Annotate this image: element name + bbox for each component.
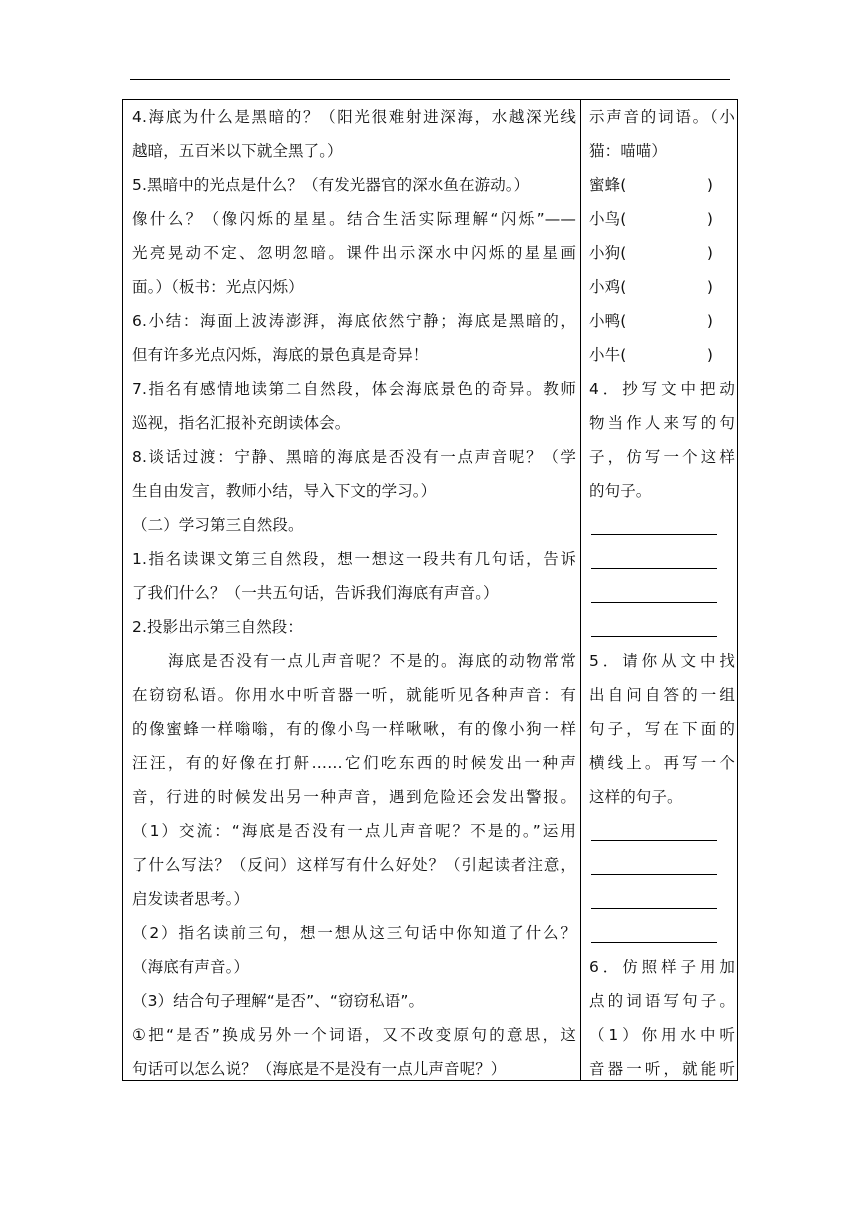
animal-name: 蜜蜂( xyxy=(589,176,627,194)
text-line: 句话可以怎么说？（海底是不是没有一点儿声音呢？） xyxy=(132,1060,507,1078)
exercise-5-line: 句子，写在下面的 xyxy=(589,720,735,738)
closing-paren: ) xyxy=(706,210,713,228)
exercise-5-line: 出自问自答的一组 xyxy=(589,686,735,704)
text-line: 生自由发言，教师小结，导入下文的学习。） xyxy=(132,482,437,500)
answer-blank-line[interactable] xyxy=(589,916,735,950)
text-line: 但有许多光点闪烁，海底的景色真是奇异！ xyxy=(132,346,429,364)
text-line: 像什么？（像闪烁的星星。结合生活实际理解“闪烁”—— xyxy=(132,210,576,228)
text-line: （海底有声音。） xyxy=(132,958,250,976)
section-heading: （二）学习第三自然段。 xyxy=(132,516,304,534)
text-line: 越暗，五百米以下就全黑了。） xyxy=(132,142,343,160)
animal-sound-blank[interactable] xyxy=(589,304,735,338)
text-line: 6.小结：海面上波涛澎湃，海底依然宁静；海底是黑暗的， xyxy=(132,312,576,330)
text-line: ①把“是否”换成另外一个词语，又不改变原句的意思，这 xyxy=(132,1026,576,1044)
exercise-4-line: 物当作人来写的句 xyxy=(589,414,735,432)
exercise-4-line: 的句子。 xyxy=(589,482,652,500)
quoted-passage-line: 的像蜜蜂一样嗡嗡，有的像小鸟一样啾啾，有的像小狗一样 xyxy=(132,720,576,738)
exercise-5-line: 5．请你从文中找 xyxy=(589,652,735,670)
exercise-5-line: 这样的句子。 xyxy=(589,788,683,806)
text-line: 面。）（板书：光点闪烁） xyxy=(132,278,304,296)
exercise-6-line: 音器一听，就能听 xyxy=(589,1060,735,1078)
text-line: 了什么写法？（反问）这样写有什么好处？（引起读者注意， xyxy=(132,856,576,874)
text-line: （1）交流：“海底是否没有一点儿声音呢？不是的。”运用 xyxy=(132,822,576,840)
answer-blank-line[interactable] xyxy=(589,610,735,644)
text-line: 巡视，指名汇报补充朗读体会。 xyxy=(132,414,351,432)
text-line: 2.投影出示第三自然段： xyxy=(132,618,303,636)
animal-name: 小鸭( xyxy=(589,312,627,330)
text-line: 7.指名有感情地读第二自然段，体会海底景色的奇异。教师 xyxy=(132,380,576,398)
quoted-passage-line: 在窃窃私语。你用水中听音器一听，就能听见各种声音：有 xyxy=(132,686,576,704)
animal-sound-blank[interactable] xyxy=(589,236,735,270)
closing-paren: ) xyxy=(706,278,713,296)
exercise-4-line: 4．抄写文中把动 xyxy=(589,380,735,398)
answer-blank-line[interactable] xyxy=(589,814,735,848)
exercise-column xyxy=(589,100,735,1086)
text-line: 了我们什么？（一共五句话，告诉我们海底有声音。） xyxy=(132,584,499,602)
animal-name: 小鸟( xyxy=(589,210,627,228)
lesson-table xyxy=(122,99,738,1081)
closing-paren: ) xyxy=(706,244,713,262)
animal-name: 小狗( xyxy=(589,244,627,262)
exercise-line: 猫：喵喵） xyxy=(589,142,668,160)
exercise-6-line: 6．仿照样子用加 xyxy=(589,958,735,976)
exercise-line: 示声音的词语。（小 xyxy=(589,108,735,126)
answer-blank-line[interactable] xyxy=(589,576,735,610)
text-line: 5.黑暗中的光点是什么？（有发光器官的深水鱼在游动。） xyxy=(132,176,530,194)
teaching-process-column xyxy=(132,100,576,1086)
closing-paren: ) xyxy=(706,312,713,330)
exercise-4-line: 子，仿写一个这样 xyxy=(589,448,735,466)
text-line: 1.指名读课文第三自然段，想一想这一段共有几句话，告诉 xyxy=(132,550,576,568)
answer-blank-line[interactable] xyxy=(589,542,735,576)
animal-sound-blank[interactable] xyxy=(589,202,735,236)
closing-paren: ) xyxy=(706,176,713,194)
animal-sound-blank[interactable] xyxy=(589,168,735,202)
quoted-passage-line: 音，行进的时候发出另一种声音，遇到危险还会发出警报。 xyxy=(132,788,576,806)
exercise-6-line: （1）你用水中听 xyxy=(589,1026,735,1044)
animal-sound-blank[interactable] xyxy=(589,270,735,304)
text-line: 启发读者思考。） xyxy=(132,890,250,908)
animal-sound-blank[interactable] xyxy=(589,338,735,372)
answer-blank-line[interactable] xyxy=(589,882,735,916)
exercise-6-line: 点的词语写句子。 xyxy=(589,992,735,1010)
header-rule xyxy=(130,79,730,80)
column-divider xyxy=(580,100,581,1080)
closing-paren: ) xyxy=(706,346,713,364)
text-line: （2）指名读前三句，想一想从这三句话中你知道了什么？ xyxy=(132,924,576,942)
text-line: 4.海底为什么是黑暗的？（阳光很难射进深海，水越深光线 xyxy=(132,108,576,126)
answer-blank-line[interactable] xyxy=(589,508,735,542)
answer-blank-line[interactable] xyxy=(589,848,735,882)
text-line: 光亮晃动不定、忽明忽暗。课件出示深水中闪烁的星星画 xyxy=(132,244,576,262)
exercise-5-line: 横线上。再写一个 xyxy=(589,754,735,772)
text-line: 8.谈话过渡：宁静、黑暗的海底是否没有一点声音呢？（学 xyxy=(132,448,576,466)
animal-name: 小牛( xyxy=(589,346,627,364)
quoted-passage-line: 汪汪，有的好像在打鼾……它们吃东西的时候发出一种声 xyxy=(132,754,576,772)
quoted-passage-line: 海底是否没有一点儿声音呢？不是的。海底的动物常常 xyxy=(168,652,576,670)
text-line: （3）结合句子理解“是否”、“窃窃私语”。 xyxy=(132,992,425,1010)
animal-name: 小鸡( xyxy=(589,278,627,296)
